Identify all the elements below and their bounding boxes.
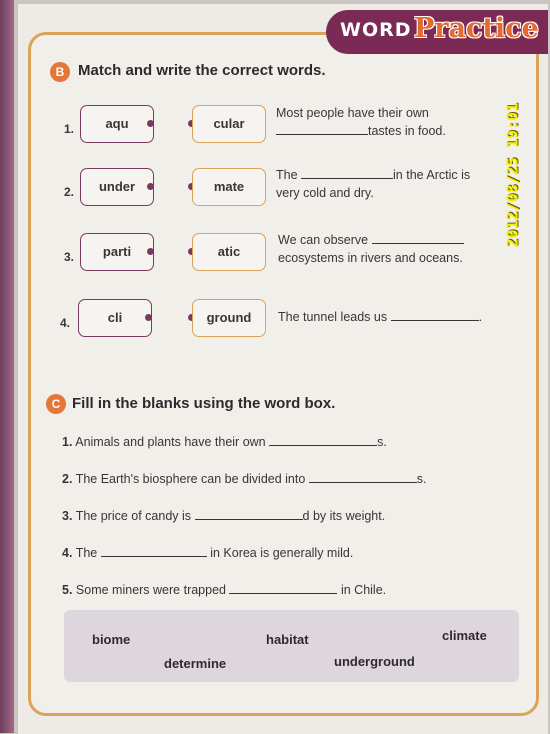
banner-word: WORD [340, 19, 412, 41]
c-item-2-after: s. [416, 472, 427, 486]
book-spine [0, 0, 14, 733]
c-item-3-before: The price of candy is [75, 509, 192, 523]
b-item-3-left-box[interactable]: parti [80, 233, 154, 271]
section-b-badge: B [50, 62, 70, 82]
photo-timestamp [502, 84, 524, 249]
c-item-3 [62, 507, 385, 523]
b-item-2-left-box[interactable]: under [80, 168, 154, 206]
b-item-4-text-a: The tunnel leads us [278, 310, 388, 324]
word-underground: underground [334, 654, 415, 669]
word-biome: biome [92, 632, 131, 647]
c-item-4-after: in Korea is generally mild. [210, 546, 354, 560]
section-c-badge: C [46, 394, 66, 414]
b-item-3-blank[interactable] [372, 231, 464, 244]
c-item-2-number: 2. [62, 472, 73, 486]
b-item-1-blank[interactable] [276, 122, 368, 135]
c-item-1-number: 1. [62, 435, 73, 449]
c-item-1-blank[interactable] [269, 433, 377, 446]
b-item-1-number: 1. [64, 122, 75, 136]
b-item-4-blank[interactable] [391, 308, 479, 321]
b-item-4-sentence [278, 308, 518, 326]
b-item-4-text-b: . [478, 310, 483, 324]
c-item-4-blank[interactable] [101, 544, 207, 557]
c-item-2-blank[interactable] [309, 470, 417, 483]
b-item-1-left-box[interactable]: aqu [80, 105, 154, 143]
c-item-3-blank[interactable] [195, 507, 303, 520]
b-item-1-right-box[interactable]: cular [192, 105, 266, 143]
b-item-2-number: 2. [64, 185, 75, 199]
c-item-4 [62, 544, 353, 560]
b-item-3-left-dot[interactable] [147, 248, 154, 255]
b-item-3-text-a: We can observe [278, 233, 369, 247]
c-item-5-after: in Chile. [340, 583, 387, 597]
b-item-3-number: 3. [64, 250, 75, 264]
b-item-2-blank[interactable] [301, 166, 393, 179]
b-item-4-left-dot[interactable] [145, 314, 152, 321]
c-item-1 [62, 433, 387, 449]
b-item-2-text-a: The [276, 168, 298, 182]
word-habitat: habitat [266, 632, 309, 647]
b-item-1-left-dot[interactable] [147, 120, 154, 127]
c-item-2-before: The Earth's biosphere can be divided into [75, 472, 306, 486]
b-item-4-right-box[interactable]: ground [192, 299, 266, 337]
c-item-2 [62, 470, 427, 486]
c-item-5-number: 5. [62, 583, 73, 597]
b-item-1-text-a: Most people have their own [276, 106, 429, 120]
c-item-4-number: 4. [62, 546, 73, 560]
c-item-4-before: The [75, 546, 98, 560]
c-item-1-after: s. [377, 435, 387, 449]
b-item-4-number: 4. [60, 316, 71, 330]
c-item-5 [62, 581, 386, 597]
b-item-3-sentence [278, 231, 488, 267]
c-item-1-before: Animals and plants have their own [75, 435, 266, 449]
section-b-title: Match and write the correct words. [78, 62, 326, 79]
b-item-3-right-box[interactable]: atic [192, 233, 266, 271]
workbook-page [18, 4, 548, 734]
b-item-3-text-b: ecosystems in rivers and oceans. [278, 251, 463, 265]
b-item-1-sentence [276, 104, 486, 140]
b-item-2-right-box[interactable]: mate [192, 168, 266, 206]
b-item-2-left-dot[interactable] [147, 183, 154, 190]
banner-practice: Practice [414, 13, 539, 44]
c-item-3-number: 3. [62, 509, 73, 523]
word-box [64, 610, 519, 682]
b-item-1-text-b: tastes in food. [368, 124, 446, 138]
c-item-5-before: Some miners were trapped [75, 583, 226, 597]
photo-timestamp-text: 2012/08/25 19:01 [503, 103, 522, 248]
word-climate: climate [442, 628, 487, 643]
c-item-5-blank[interactable] [229, 581, 337, 594]
c-item-3-after: d by its weight. [302, 509, 386, 523]
word-practice-banner [326, 10, 548, 54]
section-c-title: Fill in the blanks using the word box. [72, 395, 336, 412]
b-item-4-left-box[interactable]: cli [78, 299, 152, 337]
word-determine: determine [164, 656, 227, 671]
b-item-2-text-b: in the Arctic is [393, 168, 471, 182]
b-item-2-text-c: very cold and dry. [276, 186, 374, 200]
b-item-2-sentence [276, 166, 486, 202]
